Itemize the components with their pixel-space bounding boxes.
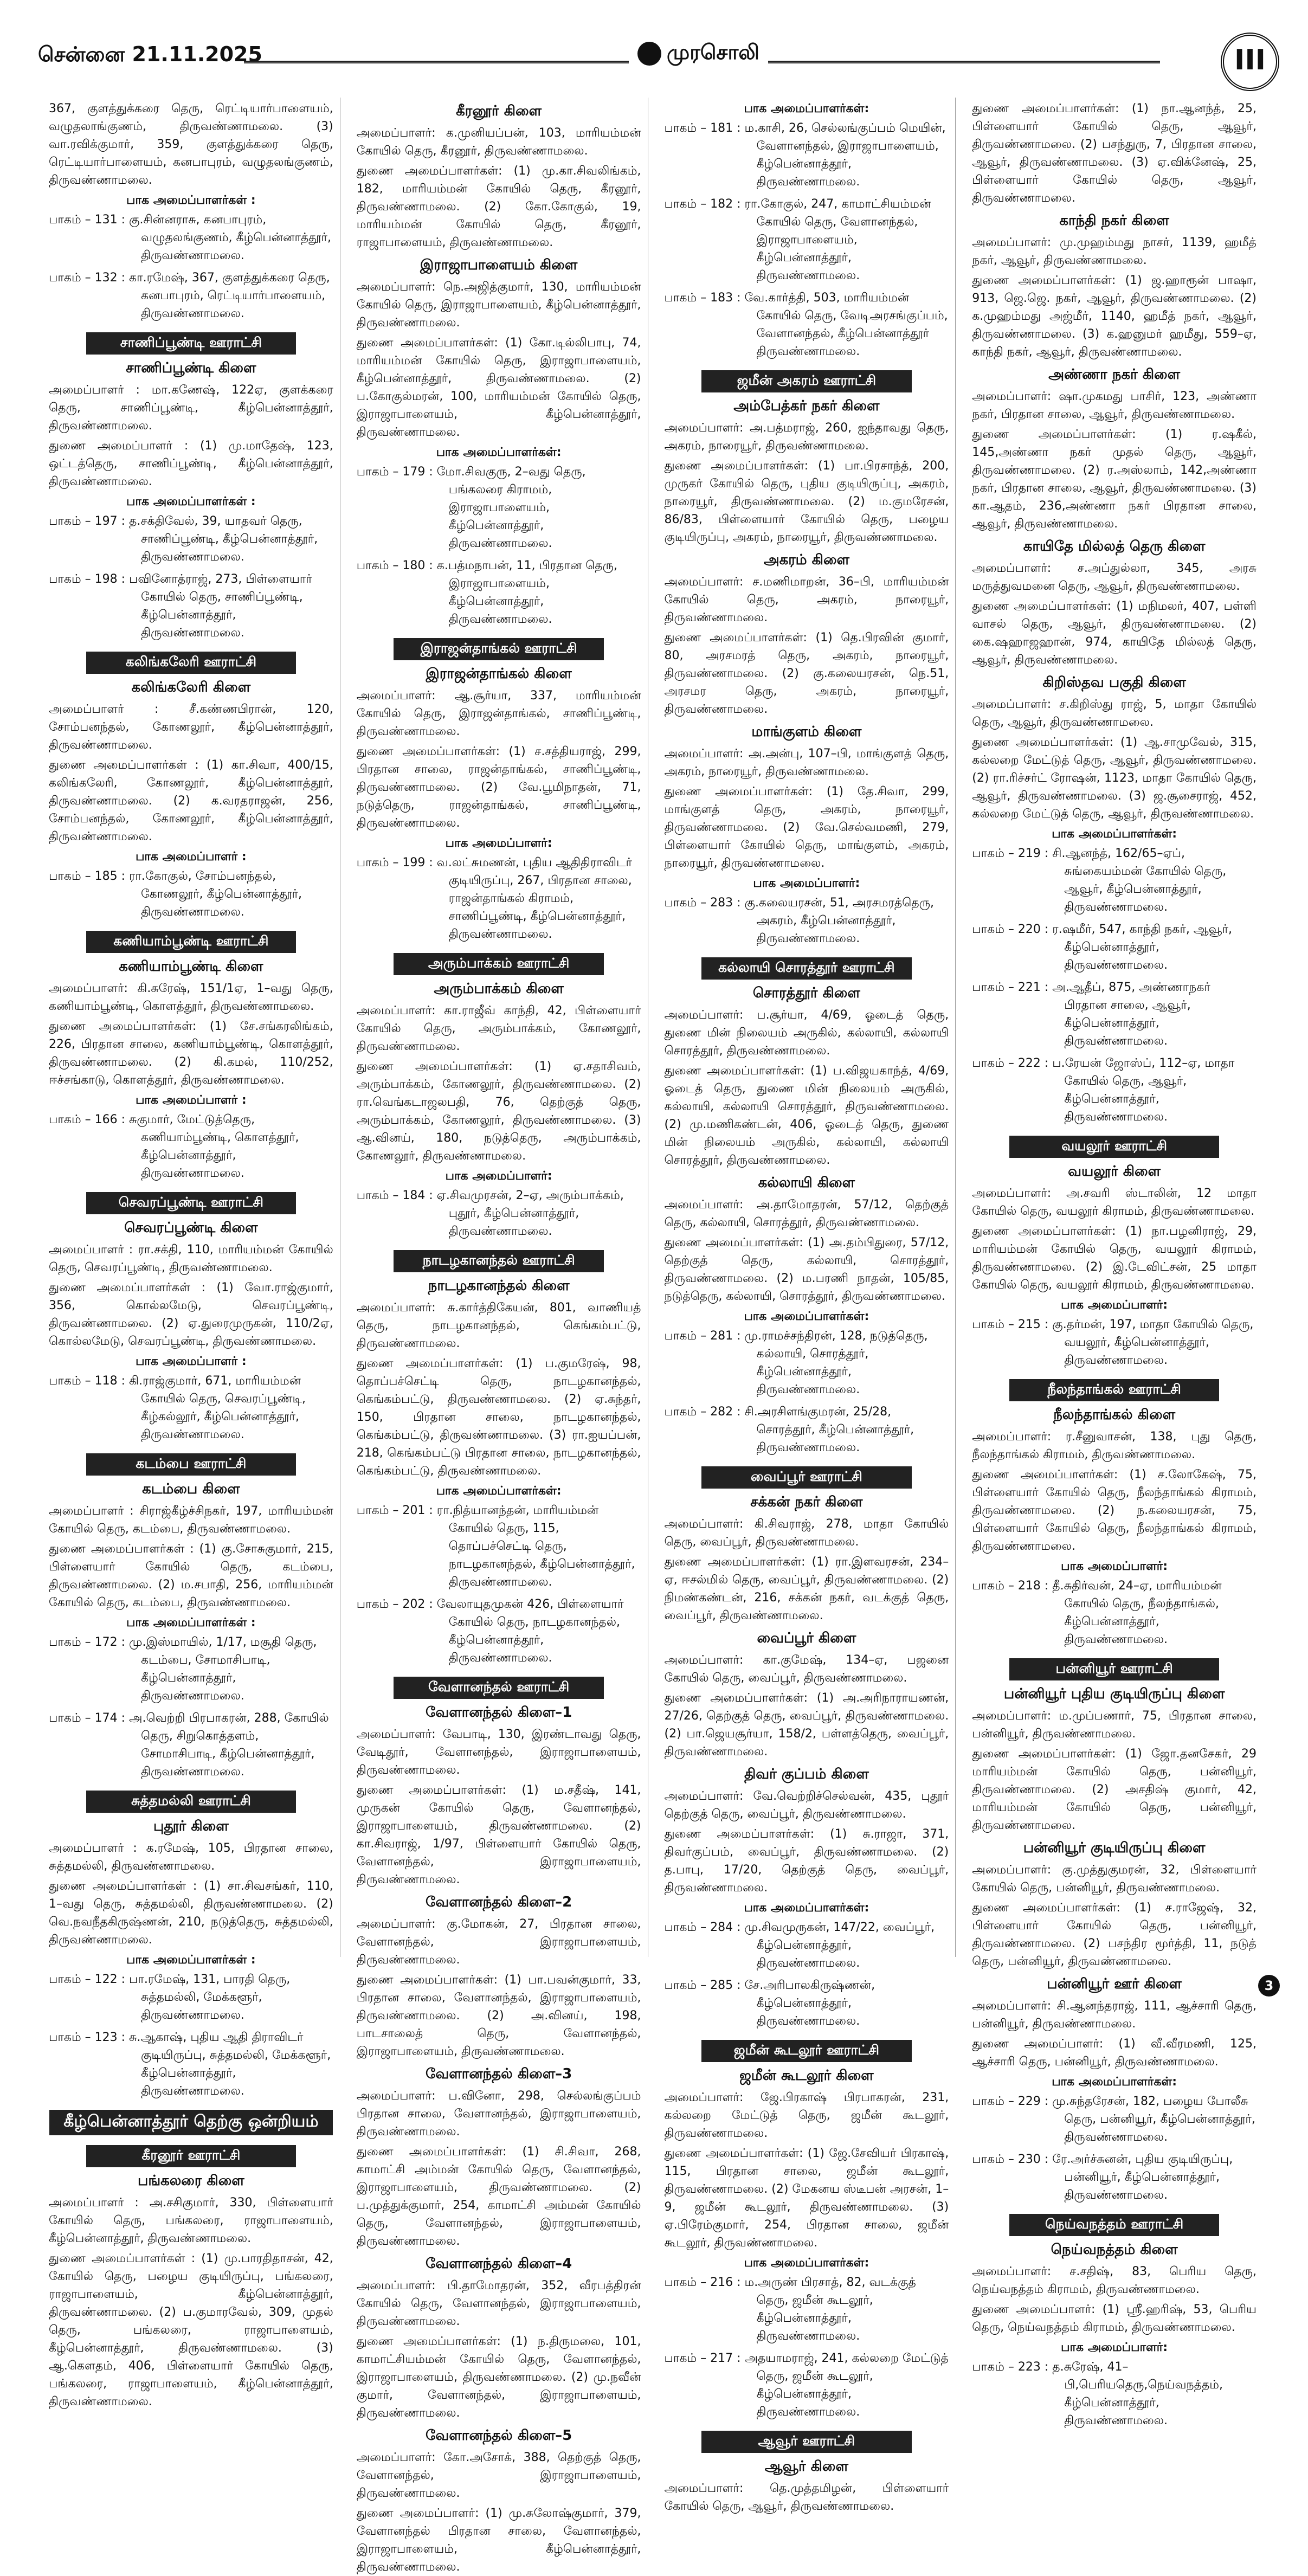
branch-heading: வேளானந்தல் கிளை–1 xyxy=(425,1704,572,1721)
office-bearer-entry: துணை அமைப்பாளர்கள்: (1) ந.திருமலை, 101, காமாட்சியம்மன் கோயில் தெரு, வேளானந்தல், இராஜாபாளையம், திருவண்ணாமலை. (2) மு.நவீன் குமார், வேளானந்தல், இராஜாபாளையம், திருவண்ணாமலை. xyxy=(356,2335,641,2420)
office-bearer-entry: அமைப்பாளர்: அ.சவரி ஸ்டாலின், 12 மாதா கோயில் தெரு, வயலூர் கிராமம், திருவண்ணாமலை. xyxy=(972,1187,1257,1218)
branch-heading: அம்பேத்கர் நகர் கிளை xyxy=(733,398,880,414)
section-subhead: பாக அமைப்பாளர்: xyxy=(1061,2341,1168,2354)
booth-entry: பாகம் – 219 : சி.ஆனந்த், 162/65–ஏப், சுங்கையம்மன் கோயில் தெரு, ஆவூர், கீழ்பென்னாத்தூர், திருவண்ணாமலை. xyxy=(972,847,1227,914)
district-heading: நீலந்தாங்கல் ஊராட்சி xyxy=(1009,1379,1219,1401)
office-bearer-entry: துணை அமைப்பாளர்கள்: (1) பா.பிரசாந்த், 200, முருகர் கோயில் தெரு, புதிய குடியிருப்பு, அகரம், நாரையூர், திருவண்ணாமலை. (2) ம.குமரேசன், 86/83, பிள்ளையார் கோயில் தெரு, பழைய குடியிருப்பு, அகரம், நாரையூர், திருவண்ணாமலை. xyxy=(664,459,949,544)
branch-heading: கிறிஸ்தவ பகுதி கிளை xyxy=(1042,674,1186,691)
branch-heading: பன்னியூர் குடியிருப்பு கிளை xyxy=(1023,1840,1206,1856)
branch-heading: வைப்பூர் கிளை xyxy=(757,1630,856,1646)
booth-entry: பாகம் – 174 : அ.வெற்றி பிரபாகரன், 288, கோயில் தெரு, சிறுகொத்தளம், சோமாசிபாடி, கீழ்பென்னாத்தூர், திருவண்ணாமலை. xyxy=(49,1711,329,1779)
masthead xyxy=(38,33,1279,87)
booth-entry: பாகம் – 183 : வே.கார்த்தி, 503, மாரியம்மன் கோயில் தெரு, வேடிஅரசங்குப்பம், வேளானந்தல், கீழ்பென்னாத்தூர் திருவண்ணாமலை. xyxy=(664,291,948,358)
office-bearer-entry: துணை அமைப்பாளர்கள்: (1) தே.சிவா, 299, மாங்குளத் தெரு, அகரம், நாரையூர், திருவண்ணாமலை. (2) வே.செல்வமணி, 279, பிள்ளையார் கோயில் தெரு, மாங்குளம், அகரம், நாரையூர், திருவண்ணாமலை. xyxy=(664,785,949,870)
branch-heading: காயிதே மில்லத் தெரு கிளை xyxy=(1023,538,1206,555)
office-bearer-entry: துணை அமைப்பாளர்கள் : (1) மு.பாரதிதாசன், 42, கோயில் தெரு, பழைய குடியிருப்பு, பங்கலரை, ராஜாபாளையம், கீழ்பென்னாத்தூர், திருவண்ணாமலை. (2) ப.குமாரவேல், 309, முதல் தெரு, பங்கலரை, ராஜாபாளையம், கீழ்பென்னாத்தூர், திருவண்ணாமலை. (3) ஆ.கௌதம், 406, பிள்ளையார் கோயில் தெரு, பங்கலரை, ராஜாபாளையம், கீழ்பென்னாத்தூர், திருவண்ணாமலை. xyxy=(49,2252,333,2408)
section-subhead: பாக அமைப்பாளர் : xyxy=(136,1355,247,1368)
branch-heading: பங்கலரை கிளை xyxy=(137,2173,244,2189)
booth-entry: பாகம் – 229 : மு.சுந்தரேசன், 182, பழைய போலீசு தெரு, பன்னியூர், கீழ்பென்னாத்தூர், திருவண்ணாமலை. xyxy=(972,2095,1255,2144)
office-bearer-entry: அமைப்பாளர்: ர.சீனுவாசன், 138, புது தெரு, நீலந்தாங்கல் கிராமம், திருவண்ணாமலை. xyxy=(972,1430,1257,1461)
office-bearer-entry: அமைப்பாளர்: கு.முத்துகுமரன், 32, பிள்ளையார் கோயில் தெரு, பன்னியூர், திருவண்ணாமலை. xyxy=(972,1863,1257,1895)
booth-entry: பாகம் – 198 : பவினோத்ராஜ், 273, பிள்ளையார் கோயில் தெரு, சாணிப்பூண்டி, கீழ்பென்னாத்தூர், திருவண்ணாமலை. xyxy=(49,572,312,640)
branch-heading: சாணிப்பூண்டி கிளை xyxy=(126,360,256,376)
booth-entry: பாகம் – 285 : சே.அரிபாலகிருஷ்ணன், கீழ்பென்னாத்தூர், திருவண்ணாமலை. xyxy=(664,1979,875,2028)
district-heading: கல்லாயி சொரத்தூர் ஊராட்சி xyxy=(701,957,911,980)
office-bearer-entry: துணை அமைப்பாளர்கள்: (1) சி.சிவா, 268, காமாட்சி அம்மன் கோயில் தெரு, வேளானந்தல், இராஜாபாளையம், திருவண்ணாமலை. (2) ப.முத்துக்குமார், 254, காமாட்சி அம்மன் கோயில் தெரு, வேளானந்தல், இராஜாபாளையம், திருவண்ணாமலை. xyxy=(356,2145,641,2248)
section-subhead: பாக அமைப்பாளர் : xyxy=(136,1093,247,1107)
booth-entry: பாகம் – 216 : ம.அருண் பிரசாத், 82, வடக்குத் தெரு, ஜமீன் கூடலூர், கீழ்பென்னாத்தூர், திருவண்ணாமலை. xyxy=(664,2276,916,2343)
booth-entry: பாகம் – 185 : ரா.கோகுல், சோம்பனந்தல், கோணலூர், கீழ்பென்னாத்தூர், திருவண்ணாமலை. xyxy=(49,870,302,919)
office-bearer-entry: துணை அமைப்பாளர்கள்: (1) ரா.இளவரசன், 234–ஏ, ஈசல்மில் தெரு, வைப்பூர், திருவண்ணாமலை. (2) நிமண்கண்டன், 216, சக்கன் நகர், வடக்குத் தெரு, வைப்பூர், திருவண்ணாமலை. xyxy=(664,1555,949,1622)
branch-heading: நெய்வநத்தம் கிளை xyxy=(1051,2242,1178,2258)
office-bearer-entry: துணை அமைப்பாளர்கள்: (1) ஜ.ஹாரூன் பாஷா, 913, ஜெ.ஜெ. நகர், ஆவூர், திருவண்ணாமலை. (2) க.முஹம்மது அஜ்மீர், 1140, ஹமீத் நகர், ஆவூர், திருவண்ணாமலை. (3) க.ஹனுமர் ஹமீது, 559–ஏ, காந்தி நகர், ஆவூர், திருவண்ணாமலை. xyxy=(972,274,1257,359)
booth-entry: பாகம் – 132 : கா.ரமேஷ், 367, குளத்துக்கரை தெரு, கனபாபுரம், ரெட்டியார்பாளையம், திருவண்ணாமலை. xyxy=(49,271,330,320)
booth-entry: பாகம் – 281 : மு.ராமச்சந்திரன், 128, நடுத்தெரு, கல்லாயி, சொரத்தூர், கீழ்பென்னாத்தூர், திருவண்ணாமலை. xyxy=(664,1329,928,1396)
district-heading: கலிங்கலேரி ஊராட்சி xyxy=(86,652,296,674)
section-subhead: பாக அமைப்பாளர்: xyxy=(753,877,860,890)
office-bearer-entry: துணை அமைப்பாளர்கள் : (1) கா.சிவா, 400/15, கலிங்கலேரி, கோணலூர், கீழ்பென்னாத்தூர், திருவண்ணாமலை. (2) க.வரதராஜன், 256, சோம்பனந்தல், கோணலூர், கீழ்பென்னாத்தூர், திருவண்ணாமலை. xyxy=(49,758,333,843)
office-bearer-entry: துணை அமைப்பாளர்கள்: (1) மு.கா.சிவலிங்கம், 182, மாரியம்மன் கோயில் தெரு, கீரனூர், திருவண்ணாமலை. (2) கோ.கோகுல், 19, மாரியம்மன் கோயில் தெரு, கீரனூர், ராஜாபாளையம், திருவண்ணாமலை. xyxy=(356,164,641,249)
booth-entry: பாகம் – 172 : மு.இஸ்மாயில், 1/17, மசூதி தெரு, கடம்பை, சோமாசிபாடி, கீழ்பென்னாத்தூர், திருவண்ணாமலை. xyxy=(49,1635,317,1703)
office-bearer-entry: அமைப்பாளர்: கா.குமேஷ், 134–ஏ, பஜனை கோயில் தெரு, வைப்பூர், திருவண்ணாமலை. xyxy=(664,1653,949,1685)
branch-heading: இராஜாபாளையம் கிளை xyxy=(420,257,578,273)
office-bearer-entry: அமைப்பாளர்: கி.சிவராஜ், 278, மாதா கோயில் தெரு, வைப்பூர், திருவண்ணாமலை. xyxy=(664,1517,949,1549)
district-heading: கீரனூர் ஊராட்சி xyxy=(86,2145,296,2167)
office-bearer-entry: அமைப்பாளர்: கு.மோகன், 27, பிரதான சாலை, வேளானந்தல், இராஜாபாளையம், திருவண்ணாமலை. xyxy=(356,1917,641,1967)
union-heading: கீழ்பென்னாத்தூர் தெற்கு ஒன்றியம் xyxy=(49,2110,333,2135)
booth-entry: பாகம் – 201 : ரா.நித்யானந்தன், மாரியம்மன் கோயில் தெரு, 115, தொப்பச்செட்டி தெரு, நாடழகானந்தல், கீழ்பென்னாத்தூர், திருவண்ணாமலை. xyxy=(356,1504,635,1589)
section-subhead: பாக அமைப்பாளர்கள்: xyxy=(744,1310,869,1323)
branch-heading: காந்தி நகர் கிளை xyxy=(1059,212,1169,229)
branch-heading: வயலூர் கிளை xyxy=(1068,1163,1161,1180)
office-bearer-entry: அமைப்பாளர்: வேபாடி, 130, இரண்டாவது தெரு, வேடிதூர், வேளானந்தல், இராஜாபாளையம், திருவண்ணாமலை. xyxy=(356,1728,641,1777)
office-bearer-entry: அமைப்பாளர்: வே.வெற்றிச்செல்வன், 435, புதூர் தெற்குத் தெரு, வைப்பூர், திருவண்ணாமலை. xyxy=(664,1789,949,1821)
office-bearer-entry: துணை அமைப்பாளர்கள்: (1) பா.பவன்குமார், 33, பிரதான சாலை, வேளானந்தல், இராஜாபாளையம், திருவண்ணாமலை. (2) அ.வினய், 198, பாடசாலைத் தெரு, வேளானந்தல், இராஜாபாளையம், திருவண்ணாமலை. xyxy=(356,1973,641,2058)
office-bearer-entry: அமைப்பாளர் : சீ.கண்ணபிரான், 120, சோம்பனந்தல், கோணலூர், கீழ்பென்னாத்தூர், திருவண்ணாமலை. xyxy=(49,703,333,752)
booth-entry: பாகம் – 180 : க.பத்மநாபன், 11, பிரதான தெரு, இராஜாபாளையம், கீழ்பென்னாத்தூர், திருவண்ணாமலை. xyxy=(356,559,617,626)
branch-heading: கீரனூர் கிளை xyxy=(456,103,542,119)
office-bearer-entry: துணை அமைப்பாளர்கள்: (1) ப.குமரேஷ், 98, தொப்பச்செட்டி தெரு, நாடழகானந்தல், கெங்கம்பட்டு, திருவண்ணாமலை. (2) ஏ.சுந்தர், 150, பிரதான சாலை, நாடழகானந்தல், கெங்கம்பட்டு, திருவண்ணாமலை. (3) ரா.ஐயப்பன், 218, கெங்கம்பட்டு பிரதான சாலை, நாடழகானந்தல், கெங்கம்பட்டு, திருவண்ணாமலை. xyxy=(356,1357,641,1478)
branch-heading: சொரத்தூர் கிளை xyxy=(752,985,860,1001)
district-heading: சாணிப்பூண்டி ஊராட்சி xyxy=(86,332,296,355)
district-heading: ஜமீன் கூடலூர் ஊராட்சி xyxy=(701,2040,911,2062)
branch-heading: கலிங்கலேரி கிளை xyxy=(131,679,251,695)
section-subhead: பாக அமைப்பாளர் : xyxy=(136,850,247,864)
booth-entry: பாகம் – 182 : ரா.கோகுல், 247, காமாட்சியம்மன் கோயில் தெரு, வேளானந்தல், இராஜாபாளையம், கீழ்பென்னாத்தூர், திருவண்ணாமலை. xyxy=(664,197,931,282)
district-heading: நெய்வநத்தம் ஊராட்சி xyxy=(1009,2214,1219,2236)
office-bearer-entry: துணை அமைப்பாளர்கள் : (1) வோ.ராஜ்குமார், 356, கொல்லமேடு, செவரப்பூண்டி, திருவண்ணாமலை. (2) ஏ.துரைமுருகன், 110/2ஏ, கொல்லமேடு, செவரப்பூண்டி, திருவண்ணாமலை. xyxy=(49,1281,333,1348)
office-bearer-entry: துணை அமைப்பாளர்கள்: (1) அ.தம்பிதுரை, 57/12, தெற்குத் தெரு, கல்லாயி, சொரத்தூர், திருவண்ணாமலை. (2) ம.பரணி நாதன், 105/85, நடுத்தெரு, கல்லாயி, சொரத்தூர், திருவண்ணாமலை. xyxy=(664,1236,949,1303)
office-bearer-entry: துணை அமைப்பாளர்கள்: (1) சே.சங்கரலிங்கம், 226, பிரதான சாலை, கணியாம்பூண்டி, கொளத்தூர், திருவண்ணாமலை. (2) கி.கமல், 110/252, ஈச்சங்காடு, கொளத்தூர், திருவண்ணாமலை. xyxy=(49,1020,333,1087)
office-bearer-entry: துணை அமைப்பாளர்கள்: (1) ர.ஷகீல், 145,அண்ணா நகர் முதல் தெரு, ஆவூர், திருவண்ணாமலை. (2) ர.அஸ்லாம், 142,அண்ணா நகர், பிரதான சாலை, ஆவூர், திருவண்ணாமலை. (3) கா.ஆதம், 236,அண்ணா நகர் பிரதான சாலை, ஆவூர், திருவண்ணாமலை. xyxy=(972,428,1257,531)
column-1 xyxy=(49,98,340,2408)
page-badge: III xyxy=(1221,33,1279,91)
booth-entry: பாகம் – 122 : பா.ரமேஷ், 131, பாரதி தெரு, சுத்தமல்லி, மேக்களூர், திருவண்ணாமலை. xyxy=(49,1973,291,2022)
office-bearer-entry: அமைப்பாளர்: நெ.அஜித்குமார், 130, மாரியம்மன் கோயில் தெரு, இராஜாபாளையம், கீழ்பென்னாத்தூர், திருவண்ணாமலை. xyxy=(356,280,641,330)
office-bearer-entry: அமைப்பாளர்: ஆ.சூர்யா, 337, மாரியம்மன் கோயில் தெரு, இராஜன்தாங்கல், சாணிப்பூண்டி, திருவண்ணாமலை. xyxy=(356,689,641,738)
office-bearer-entry: துணை அமைப்பாளர்: (1) மு.சுலோஷ்குமார், 379, வேளானந்தல் பிரதான சாலை, வேளானந்தல், இராஜாபாளையம், கீழ்பென்னாத்தூர், திருவண்ணாமலை. xyxy=(356,2507,641,2574)
page-number: 3 xyxy=(1258,1975,1280,1997)
office-bearer-entry: அமைப்பாளர்: ப.வினோ, 298, செல்லங்குப்பம் பிரதான சாலை, வேளானந்தல், இராஜாபாளையம், திருவண்ணாமலை. xyxy=(356,2089,641,2139)
office-bearer-entry: துணை அமைப்பாளர்கள்: (1) நா.ஆனந்த், 25, பிள்ளையார் கோயில் தெரு, ஆவூர், திருவண்ணாமலை. (2) பசந்துரு, 7, பிரதான சாலை, ஆவூர், திருவண்ணாமலை. (3) ஏ.விக்னேஷ், 25, பிள்ளையார் கோயில் தெரு, ஆவூர், திருவண்ணாமலை. xyxy=(972,102,1257,205)
section-subhead: பாக அமைப்பாளர்கள்: xyxy=(744,1901,869,1915)
district-heading: அரும்பாக்கம் ஊராட்சி xyxy=(394,953,603,975)
office-bearer-entry: அமைப்பாளர்: ம.முப்பணார், 75, பிரதான சாலை, பன்னியூர், திருவண்ணாமலை. xyxy=(972,1709,1257,1741)
branch-heading: சக்கன் நகர் கிளை xyxy=(750,1494,863,1510)
booth-entry: பாகம் – 179 : மோ.சிவகுரு, 2–வது தெரு, பங்கலரை கிராமம், இராஜாபாளையம், கீழ்பென்னாத்தூர், திருவண்ணாமலை. xyxy=(356,465,586,550)
branch-heading: நீலந்தாங்கல் கிளை xyxy=(1053,1407,1176,1423)
office-bearer-entry: துணை அமைப்பாளர் : (1) மு.மாதேஷ், 123, ஒட்டத்தெரு, சாணிப்பூண்டி, கீழ்பென்னாத்தூர், திருவண்ணாமலை. xyxy=(49,439,333,488)
office-bearer-entry: துணை அமைப்பாளர்கள்: (1) சு.ராஜா, 371, திவர்குப்பம், வைப்பூர், திருவண்ணாமலை. (2) த.பாபு, 17/20, தெற்குத் தெரு, வைப்பூர், திருவண்ணாமலை. xyxy=(664,1827,949,1895)
section-subhead: பாக அமைப்பாளர்: xyxy=(1061,1298,1168,1312)
district-heading: வயலூர் ஊராட்சி xyxy=(1009,1136,1219,1158)
office-bearer-entry: துணை அமைப்பாளர்கள்: (1) கோ.டில்லிபாபு, 74, மாரியம்மன் கோயில் தெரு, இராஜாபாளையம், கீழ்பென்னாத்தூர், திருவண்ணாமலை. (2) ப.கோகுல்மரன், 100, மாரியம்மன் கோயில் தெரு, இராஜாபாளையம், கீழ்பென்னாத்தூர், திருவண்ணாமலை. xyxy=(356,336,641,439)
district-heading: கணியாம்பூண்டி ஊராட்சி xyxy=(86,931,296,953)
office-bearer-entry: துணை அமைப்பாளர்கள்: (1) ஏ.சதாசிவம், அரும்பாக்கம், கோணலூர், திருவண்ணாமலை. (2) ரா.வெங்கடாஜலபதி, 76, தெற்குத் தெரு, அரும்பாக்கம், கோணலூர், திருவண்ணாமலை. (3) ஆ.வினய், 180, நடுத்தெரு, அரும்பாக்கம், கோணலூர், திருவண்ணாமலை. xyxy=(356,1060,641,1163)
booth-entry: பாகம் – 197 : த.சக்திவேல், 39, யாதவர் தெரு, சாணிப்பூண்டி, கீழ்பென்னாத்தூர், திருவண்ணாமலை. xyxy=(49,514,318,564)
section-subhead: பாக அமைப்பாளர்கள்: xyxy=(744,2256,869,2270)
office-bearer-entry: அமைப்பாளர்: அ.அன்பு, 107–பி, மாங்குளத் தெரு, அகரம், நாரையூர், திருவண்ணாமலை. xyxy=(664,747,949,778)
district-heading: வேளானந்தல் ஊராட்சி xyxy=(394,1677,603,1699)
office-bearer-entry: அமைப்பாளர்: கி.சுரேஷ், 151/1ஏ, 1–வது தெரு, கணியாம்பூண்டி, கொளத்தூர், திருவண்ணாமலை. xyxy=(49,982,333,1013)
section-subhead: பாக அமைப்பாளர்கள் : xyxy=(126,495,256,508)
branch-heading: வேளானந்தல் கிளை–3 xyxy=(425,2066,572,2082)
booth-entry: பாகம் – 181 : ம.காசி, 26, செல்லங்குப்பம் மெயின், வேளானந்தல், இராஜாபாளையம், கீழ்பென்னாத்தூர், திருவண்ணாமலை. xyxy=(664,121,946,189)
section-subhead: பாக அமைப்பாளர்கள் : xyxy=(126,194,256,207)
office-bearer-entry: துணை அமைப்பாளர்கள் : (1) சா.சிவசங்கர், 110, 1–வது தெரு, சுத்தமல்லி, திருவண்ணாமலை. (2) வெ.நவநீதகிருஷ்ணன், 210, நடுத்தெரு, சுத்தமல்லி, திருவண்ணாமலை. xyxy=(49,1879,333,1947)
section-subhead: பாக அமைப்பாளர்கள்: xyxy=(1052,2075,1177,2089)
branch-heading: வேளானந்தல் கிளை–4 xyxy=(425,2256,572,2272)
office-bearer-entry: அமைப்பாளர்: அ.தாமோதரன், 57/12, தெற்குத் தெரு, கல்லாயி, சொரத்தூர், திருவண்ணாமலை. xyxy=(664,1198,949,1229)
paper-name xyxy=(629,40,768,67)
section-subhead: பாக அமைப்பாளர்கள்: xyxy=(436,1484,562,1498)
office-bearer-entry: துணை அமைப்பாளர்: (1) வீ.வீரமணி, 125, ஆச்சாரி தெரு, பன்னியூர், திருவண்ணாமலை. xyxy=(972,2037,1257,2069)
office-bearer-entry: அமைப்பாளர்: ப.சூர்யா, 4/69, ஓடைத் தெரு, துணை மின் நிலையம் அருகில், கல்லாயி, கல்லாயி சொரத்தூர், திருவண்ணாமலை. xyxy=(664,1008,949,1058)
branch-heading: அண்ணா நகர் கிளை xyxy=(1048,366,1181,383)
district-heading: வைப்பூர் ஊராட்சி xyxy=(701,1466,911,1489)
section-subhead: பாக அமைப்பாளர்: xyxy=(1061,1560,1168,1573)
paper-title: முரசொலி xyxy=(667,40,759,64)
district-heading: பன்னியூர் ஊராட்சி xyxy=(1009,1658,1219,1680)
branch-heading: புதூர் கிளை xyxy=(153,1818,229,1834)
section-subhead: பாக அமைப்பாளர்கள் : xyxy=(126,1616,256,1630)
branch-heading: கடம்பை கிளை xyxy=(142,1481,240,1497)
office-bearer-entry: அமைப்பாளர்: ஜே.பிரகாஷ் பிரபாகரன், 231, கல்லறை மேட்டுத் தெரு, ஜமீன் கூடலூர், திருவண்ணாமலை. xyxy=(664,2091,949,2140)
office-bearer-entry: துணை அமைப்பாளர்கள்: (1) ச.ராஜேஷ், 32, பிள்ளையார் கோயில் தெரு, பன்னியூர், திருவண்ணாமலை. (2) பசந்திர மூர்த்தி, 11, நடுத் தெரு, பன்னியூர், திருவண்ணாமலை. xyxy=(972,1901,1257,1968)
section-subhead: பாக அமைப்பாளர்: xyxy=(445,836,552,850)
branch-heading: கல்லாயி கிளை xyxy=(758,1175,855,1191)
office-bearer-entry: அமைப்பாளர்: கோ.அசோக், 388, தெற்குத் தெரு, வேளானந்தல், இராஜாபாளையம், திருவண்ணாமலை. xyxy=(356,2451,641,2500)
branch-heading: நாடழகானந்தல் கிளை xyxy=(428,1278,570,1294)
booth-entry: பாகம் – 202 : வேலாயுதமுகன் 426, பிள்ளையார் கோயில் தெரு, நாடழகானந்தல், கீழ்பென்னாத்தூர், திருவண்ணாமலை. xyxy=(356,1598,624,1665)
office-bearer-entry: அமைப்பாளர்: அ.பத்மராஜ், 260, ஐந்தாவது தெரு, அகரம், நாரையூர், திருவண்ணாமலை. xyxy=(664,421,949,453)
section-subhead: பாக அமைப்பாளர்கள்: xyxy=(744,102,869,115)
column-4 xyxy=(972,98,1263,2427)
office-bearer-entry: துணை அமைப்பாளர்கள்: (1) ஆ.சாமுவேல், 315, கல்லறை மேட்டுத் தெரு, ஆவூர், திருவண்ணாமலை. (2) ரா.ரிச்சர்ட் ரோஷன், 1123, மாதா கோயில் தெரு, ஆவூர், திருவண்ணாமலை. (3) ஜ.சூசைராஜ், 452, கல்லறை மேட்டுத் தெரு, ஆவூர், திருவண்ணாமலை. xyxy=(972,736,1257,821)
booth-entry: பாகம் – 284 : மு.சிவமுருகன், 147/22, வைப்பூர், கீழ்பென்னாத்தூர், திருவண்ணாமலை. xyxy=(664,1921,935,1970)
office-bearer-entry: அமைப்பாளர்: ஷா.முகமது பாசிர், 123, அண்ணா நகர், பிரதான சாலை, ஆவூர், திருவண்ணாமலை. xyxy=(972,390,1257,421)
booth-entry: பாகம் – 222 : ப.ரேயன் ஜோஸ்ப், 112–ஏ, மாதா கோயில் தெரு, ஆவூர், கீழ்பென்னாத்தூர், திருவண்ணாமலை. xyxy=(972,1057,1235,1124)
column-3 xyxy=(664,98,956,2513)
office-bearer-entry: அமைப்பாளர்: தெ.முத்தமிழன், பிள்ளையார் கோயில் தெரு, ஆவூர், திருவண்ணாமலை. xyxy=(664,2482,949,2513)
office-bearer-entry: அமைப்பாளர்: கா.ராஜீவ் காந்தி, 42, பிள்ளையார் கோயில் தெரு, அரும்பாக்கம், கோணலூர், திருவண்ணாமலை. xyxy=(356,1004,641,1053)
office-bearer-entry: அமைப்பாளர்: ச.கிறிஸ்து ராஜ், 5, மாதா கோயில் தெரு, ஆவூர், திருவண்ணாமலை. xyxy=(972,698,1257,729)
office-bearer-entry: துணை அமைப்பாளர்கள்: (1) ஜே.சேவியர் பிரகாஷ், 115, பிரதான சாலை, ஜமீன் கூடலூர், திருவண்ணாமலை. (2) மேகனய ஸ்டீபன் அரசன், 1–9, ஜமீன் கூடலூர், திருவண்ணாமலை. (3) ஏ.பிரேம்குமார், 254, பிரதான சாலை, ஜமீன் கூடலூர், திருவண்ணாமலை. xyxy=(664,2147,949,2250)
district-heading: ஜமீன் அகரம் ஊராட்சி xyxy=(701,370,911,392)
booth-entry: பாகம் – 215 : கு.தர்மன், 197, மாதா கோயில் தெரு, வயலூர், கீழ்பென்னாத்தூர், திருவண்ணாமலை. xyxy=(972,1318,1254,1367)
branch-heading: பன்னியூர் புதிய குடியிருப்பு கிளை xyxy=(1003,1686,1225,1702)
district-heading: இராஜன்தாங்கல் ஊராட்சி xyxy=(394,638,603,660)
office-bearer-entry: அமைப்பாளர்: சு.கார்த்திகேயன், 801, வாணியத் தெரு, நாடழகானந்தல், கெங்கம்பட்டு, திருவண்ணாமலை. xyxy=(356,1301,641,1350)
issue-date: சென்னை 21.11.2025 xyxy=(38,42,262,66)
booth-entry: பாகம் – 184 : ஏ.சிவமுரசன், 2–ஏ, அரும்பாக்கம், புதூர், கீழ்பென்னாத்தூர், திருவண்ணாமலை. xyxy=(356,1189,624,1238)
booth-entry: பாகம் – 199 : வ.லட்சுமணன், புதிய ஆதிதிராவிடர் குடியிருப்பு, 267, பிரதான சாலை, ராஜன்தாங்கல் கிராமம், சாணிப்பூண்டி, கீழ்பென்னாத்தூர், திருவண்ணாமலை. xyxy=(356,856,632,941)
office-bearer-entry: அமைப்பாளர்: க.முனியப்பன், 103, மாரியம்மன் கோயில் தெரு, கீரனூர், திருவண்ணாமலை. xyxy=(356,126,641,158)
office-bearer-entry: துணை அமைப்பாளர்கள்: (1) நா.பழனிராஜ், 29, மாரியம்மன் கோயில் தெரு, வயலூர் கிராமம், திருவண்ணாமலை. (2) இ.டேவிட்சன், 25 மாதா கோயில் தெரு, வயலூர் கிராமம், திருவண்ணாமலை. xyxy=(972,1225,1257,1292)
office-bearer-entry: துணை அமைப்பாளர்கள்: (1) ச.லோகேஷ், 75, பிள்ளையார் கோயில் தெரு, நீலந்தாங்கல் கிராமம், திருவண்ணாமலை. (2) ந.கலையரசன், 75, பிள்ளையார் கோயில் தெரு, நீலந்தாங்கல் கிராமம், திருவண்ணாமலை. xyxy=(972,1468,1257,1553)
office-bearer-entry: அமைப்பாளர்: பி.தாமோதரன், 352, வீரபத்திரன் கோயில் தெரு, வேளானந்தல், இராஜாபாளையம், திருவண்ணாமலை. xyxy=(356,2279,641,2328)
branch-heading: மாங்குளம் கிளை xyxy=(751,724,862,740)
office-bearer-entry: அமைப்பாளர் : சிராஜ்கீழ்ச்சிநகர், 197, மாரியம்மன் கோயில் தெரு, கடம்பை, திருவண்ணாமலை. xyxy=(49,1504,333,1536)
branch-heading: வேளானந்தல் கிளை–5 xyxy=(425,2427,572,2444)
section-subhead: பாக அமைப்பாளர்கள்: xyxy=(436,446,562,459)
booth-entry: பாகம் – 282 : சி.அரசிளங்குமரன், 25/28, சொரத்தூர், கீழ்பென்னாத்தூர், திருவண்ணாமலை. xyxy=(664,1405,914,1454)
office-bearer-entry: துணை அமைப்பாளர்கள்: (1) ம.சதீஷ், 141, முருகன் கோயில் தெரு, வேளானந்தல், இராஜாபாளையம், திருவண்ணாமலை. (2) கா.சிவராஜ், 1/97, பிள்ளையார் கோயில் தெரு, வேளானந்தல், இராஜாபாளையம், திருவண்ணாமலை. xyxy=(356,1783,641,1886)
booth-entry: பாகம் – 166 : சுகுமார், மேட்டுத்தெரு, கணியாம்பூண்டி, கொளத்தூர், கீழ்பென்னாத்தூர், திருவண்ணாமலை. xyxy=(49,1113,299,1180)
branch-heading: இராஜன்தாங்கல் கிளை xyxy=(426,666,572,682)
office-bearer-entry: அமைப்பாளர் : மா.கணேஷ், 122ஏ, குளக்கரை தெரு, சாணிப்பூண்டி, கீழ்பென்னாத்தூர், திருவண்ணாமலை. xyxy=(49,383,333,433)
booth-entry: பாகம் – 118 : கி.ராஜ்குமார், 671, மாரியம்மன் கோயில் தெரு, செவரப்பூண்டி, கீழ்கல்லூர், கீழ்பென்னாத்தூர், திருவண்ணாமலை. xyxy=(49,1374,306,1441)
section-subhead: பாக அமைப்பாளர்கள் : xyxy=(126,1953,256,1967)
office-bearer-entry: அமைப்பாளர் : அ.சசிகுமார், 330, பிள்ளையார் கோயில் தெரு, பங்கலரை, ராஜாபாளையம், கீழ்பென்னாத்தூர், திருவண்ணாமலை. xyxy=(49,2196,333,2245)
branch-heading: வேளானந்தல் கிளை–2 xyxy=(425,1894,572,1910)
office-bearer-entry: துணை அமைப்பாளர்கள்: (1) ப.விஜயகாந்த், 4/69, ஓடைத் தெரு, துணை மின் நிலையம் அருகில், கல்லாயி, கல்லாயி சொரத்தூர், திருவண்ணாமலை. (2) மு.மணிகண்டன், 406, ஓடைத் தெரு, துணை மின் நிலையம் அருகில், கல்லாயி, கல்லாயி சொரத்தூர், திருவண்ணாமலை. xyxy=(664,1064,949,1167)
booth-entry: பாகம் – 123 : சு.ஆகாஷ், புதிய ஆதி திராவிடர் குடியிருப்பு, சுத்தமல்லி, மேக்களூர், கீழ்பென்னாத்தூர், திருவண்ணாமலை. xyxy=(49,2031,331,2098)
office-bearer-entry: துணை அமைப்பாளர்கள்: (1) ஜோ.தனசேகர், 29 மாரியம்மன் கோயில் தெரு, பன்னியூர், திருவண்ணாமலை. (2) அசதிஷ் குமார், 42, மாரியம்மன் கோயில் தெரு, பன்னியூர், திருவண்ணாமலை. xyxy=(972,1747,1257,1832)
office-bearer-entry: அமைப்பாளர்: சி.ஆனந்தராஜ், 111, ஆச்சாரி தெரு, பன்னியூர், திருவண்ணாமலை. xyxy=(972,1999,1257,2031)
booth-entry: பாகம் – 230 : ரே.அர்ச்சுனன், புதிய குடியிருப்பு, பன்னியூர், கீழ்பென்னாத்தூர், திருவண்ணாமலை. xyxy=(972,2153,1233,2202)
booth-entry: பாகம் – 218 : தீ.சுதிர்வன், 24–ஏ, மாரியம்மன் கோயில் தெரு, நீலந்தாங்கல், கீழ்பென்னாத்தூர், திருவண்ணாமலை. xyxy=(972,1579,1222,1646)
booth-entry: பாகம் – 131 : கு.சின்னராசு, கனபாபுரம், வழுதலங்குணம், கீழ்பென்னாத்தூர், திருவண்ணாமலை. xyxy=(49,213,331,262)
office-bearer-entry: துணை அமைப்பாளர்கள்: (1) அ.அரிநாராயணன், 27/26, தெற்குத் தெரு, வைப்பூர், திருவண்ணாமலை. (2) பா.ஜெயசூர்யா, 158/2, பள்ளத்தெரு, வைப்பூர், திருவண்ணாமலை. xyxy=(664,1691,949,1759)
office-bearer-entry: அமைப்பாளர் : க.ரமேஷ், 105, பிரதான சாலை, சுத்தமல்லி, திருவண்ணாமலை. xyxy=(49,1841,333,1873)
section-subhead: பாக அமைப்பாளர்: xyxy=(445,1169,552,1183)
article-columns xyxy=(49,98,1263,2574)
column-2 xyxy=(356,98,648,2574)
district-heading: ஆவூர் ஊராட்சி xyxy=(701,2431,911,2453)
branch-heading: பன்னியூர் ஊர் கிளை xyxy=(1047,1976,1182,1992)
office-bearer-entry: துணை அமைப்பாளர்கள் : (1) கு.சோசுகுமார், 215, பிள்ளையார் கோயில் தெரு, கடம்பை, திருவண்ணாமலை. (2) ம.சபாதி, 256, மாரியம்மன் கோயில் தெரு, கடம்பை, திருவண்ணாமலை. xyxy=(49,1542,333,1609)
office-bearer-entry: அமைப்பாளர் : ரா.சக்தி, 110, மாரியம்மன் கோயில் தெரு, செவரப்பூண்டி, திருவண்ணாமலை. xyxy=(49,1243,333,1274)
office-bearer-entry: 367, குளத்துக்கரை தெரு, ரெட்டியார்பாளையம், வழுதலாங்குணம், திருவண்ணாமலை. (3) வா.ரவிக்குமார், 359, குளத்துக்கரை தெரு, ரெட்டியார்பாளையம், கனபாபுரம், வழுதலங்குணம், திருவண்ணாமலை. xyxy=(49,102,333,187)
branch-heading: கணியாம்பூண்டி கிளை xyxy=(119,958,263,975)
branch-heading: ஜமீன் கூடலூர் கிளை xyxy=(739,2068,874,2084)
section-subhead: பாக அமைப்பாளர்கள்: xyxy=(1052,827,1177,841)
office-bearer-entry: துணை அமைப்பாளர்: (1) ஸ்ரீ.ஹரிஷ், 53, பெரிய தெரு, நெய்வநத்தம் கிராமம், திருவண்ணாமலை. xyxy=(972,2303,1257,2334)
office-bearer-entry: துணை அமைப்பாளர்கள்: (1) ச.சத்தியராஜ், 299, பிரதான சாலை, ராஜன்தாங்கல், சாணிப்பூண்டி, திருவண்ணாமலை. (2) வே.பூமிநாதன், 71, நடுத்தெரு, ராஜன்தாங்கல், சாணிப்பூண்டி, திருவண்ணாமலை. xyxy=(356,745,641,830)
office-bearer-entry: அமைப்பாளர்: ச.அப்துல்லா, 345, அரசு மருத்துவமனை தெரு, ஆவூர், திருவண்ணாமலை. xyxy=(972,562,1257,593)
branch-heading: செவரப்பூண்டி கிளை xyxy=(124,1220,258,1236)
booth-entry: பாகம் – 217 : அதயாமராஜ், 241, கல்லறை மேட்டுத் தெரு, ஜமீன் கூடலூர், கீழ்பென்னாத்தூர், திருவண்ணாமலை. xyxy=(664,2352,949,2419)
district-heading: செவரப்பூண்டி ஊராட்சி xyxy=(86,1192,296,1214)
district-heading: சுத்தமல்லி ஊராட்சி xyxy=(86,1791,296,1813)
booth-entry: பாகம் – 221 : அ.ஆதீப், 875, அண்ணாநகர் பிரதான சாலை, ஆவூர், கீழ்பென்னாத்தூர், திருவண்ணாமலை. xyxy=(972,981,1210,1048)
office-bearer-entry: அமைப்பாளர்: மு.முஹம்மது நாசர், 1139, ஹமீத் நகர், ஆவூர், திருவண்ணாமலை. xyxy=(972,236,1257,267)
office-bearer-entry: துணை அமைப்பாளர்கள்: (1) மநிமலர், 407, பள்ளி வாசல் தெரு, ஆவூர், திருவண்ணாமலை. (2) கை.ஷஹாஜஹான், 974, காயிதே மில்லத் தெரு, ஆவூர், திருவண்ணாமலை. xyxy=(972,600,1257,667)
branch-heading: ஆவூர் கிளை xyxy=(764,2458,848,2475)
branch-heading: அகரம் கிளை xyxy=(763,552,850,568)
branch-heading: அரும்பாக்கம் கிளை xyxy=(434,981,564,997)
district-heading: நாடழகானந்தல் ஊராட்சி xyxy=(394,1250,603,1272)
office-bearer-entry: துணை அமைப்பாளர்கள்: (1) தெ.பிரவின் குமார், 80, அரசமரத் தெரு, அகரம், நாரையூர், திருவண்ணாமலை. (2) கு.கலையரசன், நெ.51, அரசமர தெரு, அகரம், நாரையூர், திருவண்ணாமலை. xyxy=(664,631,949,716)
paper-logo-icon xyxy=(637,42,661,66)
booth-entry: பாகம் – 283 : கு.கலையரசன், 51, அரசமரத்தெரு, அகரம், கீழ்பென்னாத்தூர், திருவண்ணாமலை. xyxy=(664,896,935,945)
booth-entry: பாகம் – 220 : ர.ஷமீர், 547, காந்தி நகர், ஆவூர், கீழ்பென்னாத்தூர், திருவண்ணாமலை. xyxy=(972,923,1232,972)
district-heading: கடம்பை ஊராட்சி xyxy=(86,1453,296,1476)
booth-entry: பாகம் – 223 : த.சுரேஷ், 41–பி,பெரியதெரு,நெய்வநத்தம், கீழ்பென்னாத்தூர், திருவண்ணாமலை. xyxy=(972,2360,1223,2427)
office-bearer-entry: அமைப்பாளர்: ச.மணிமாறன், 36–பி, மாரியம்மன் கோயில் தெரு, அகரம், நாரையூர், திருவண்ணாமலை. xyxy=(664,575,949,624)
office-bearer-entry: அமைப்பாளர்: ச.சதிஷ், 83, பெரிய தெரு, நெய்வநத்தம் கிராமம், திருவண்ணாமலை. xyxy=(972,2265,1257,2296)
branch-heading: திவர் குப்பம் கிளை xyxy=(744,1766,869,1782)
